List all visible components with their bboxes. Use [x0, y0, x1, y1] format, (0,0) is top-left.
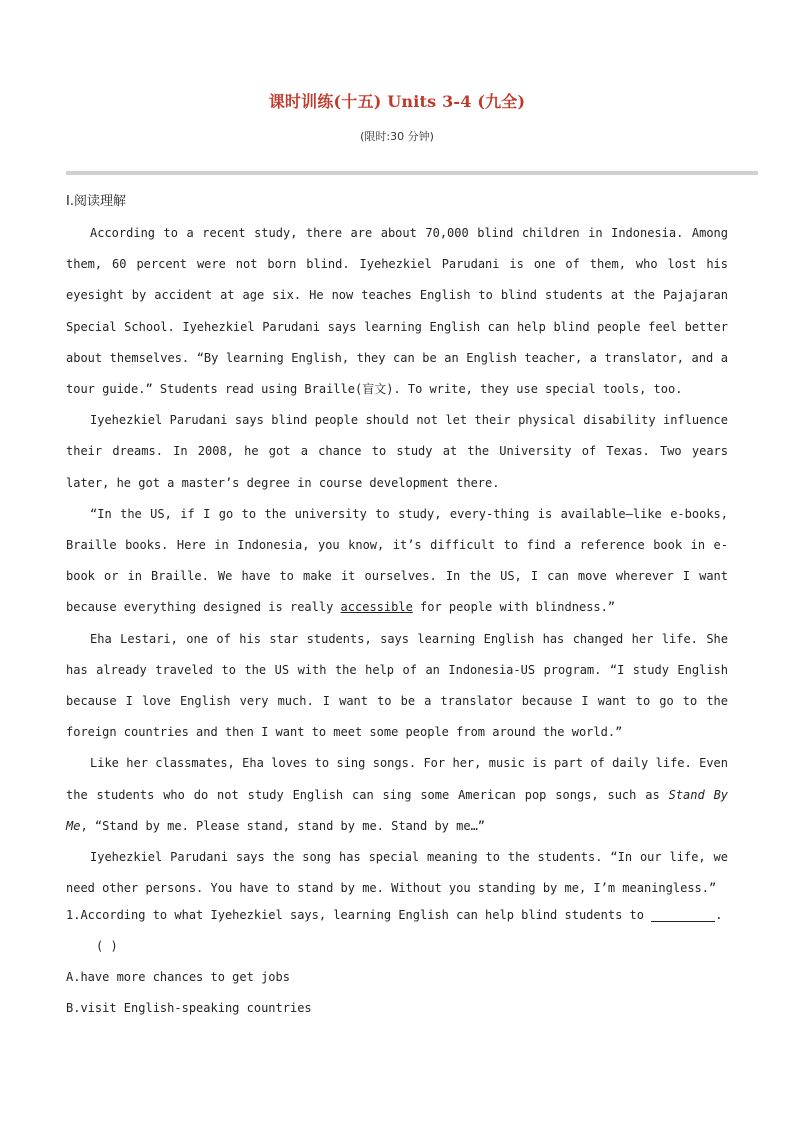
- paragraph-5-text: Like her classmates, Eha loves to sing songs. For her, music is part of daily life. Even the students who do not study English can sing some American pop songs, such as: [66, 756, 728, 802]
- page-title: 课时训练(十五) Units 3-4 (九全): [268, 92, 526, 111]
- question-1-period: .: [715, 908, 723, 922]
- song-title: Stand By Me: [66, 787, 729, 833]
- underlined-word: accessible: [340, 600, 413, 615]
- paragraph-5-text-end: , “Stand by me. Please stand, stand by me. Stand by me…”: [80, 818, 486, 833]
- section-heading: Ⅰ.阅读理解: [66, 194, 126, 209]
- question-1-stem: [66, 908, 728, 922]
- time-limit: (限时:30 分钟): [360, 130, 434, 143]
- option-b[interactable]: B.visit English-speaking countries: [66, 1001, 312, 1015]
- answer-parentheses[interactable]: ( ): [96, 939, 118, 953]
- divider: [66, 171, 758, 175]
- paragraph-6: Iyehezkiel Parudani says the song has special meaning to the students. “In our life, we need other persons. You have to stand by me. Without you standing by me, I’m meaningless.”: [66, 850, 728, 896]
- paragraph-3-text-end: for people with blindness.”: [412, 600, 616, 615]
- paragraph-3: [66, 499, 728, 624]
- paragraph-1: According to a recent study, there are about 70,000 blind children in Indonesia. Among them, 60 percent were not born blind. Iyehezkiel Parudani is one of them, who lost his eyesight by accident at age six. He now teaches English to blind students at the Pajajaran Special School. Iyehezkiel Parudani says learning English can help blind people feel better about themselves. “By learning English, they can be an English teacher, a translator, and a tour guide.” Students read using Braille(盲文). To write, they use special tools, too.: [66, 226, 728, 397]
- paragraph-5: [66, 748, 728, 842]
- option-a[interactable]: A.have more chances to get jobs: [66, 970, 290, 984]
- reading-passage: [66, 218, 728, 904]
- paragraph-4: Eha Lestari, one of his star students, says learning English has changed her life. She has already traveled to the US with the help of an Indonesia-US program. “I study English because I love English very much. I want to be a translator because I want to go to the foreign countries and then I want to meet some people from around the world.”: [66, 631, 728, 740]
- paragraph-3-text: “In the US, if I go to the university to study, every-thing is available—like e-books, Braille books. Here in Indonesia, you know, it’s difficult to find a reference book in e-book or in Braille. We have to make it ourselves. In the US, I can move wherever I want because everything designed is really: [66, 506, 728, 615]
- answer-blank[interactable]: [651, 909, 715, 922]
- paragraph-2: Iyehezkiel Parudani says blind people should not let their physical disability influence their dreams. In 2008, he got a chance to study at the University of Texas. Two years later, he got a master’s degree in course development there.: [66, 413, 728, 490]
- question-1-text: 1.According to what Iyehezkiel says, learning English can help blind students to: [66, 908, 644, 922]
